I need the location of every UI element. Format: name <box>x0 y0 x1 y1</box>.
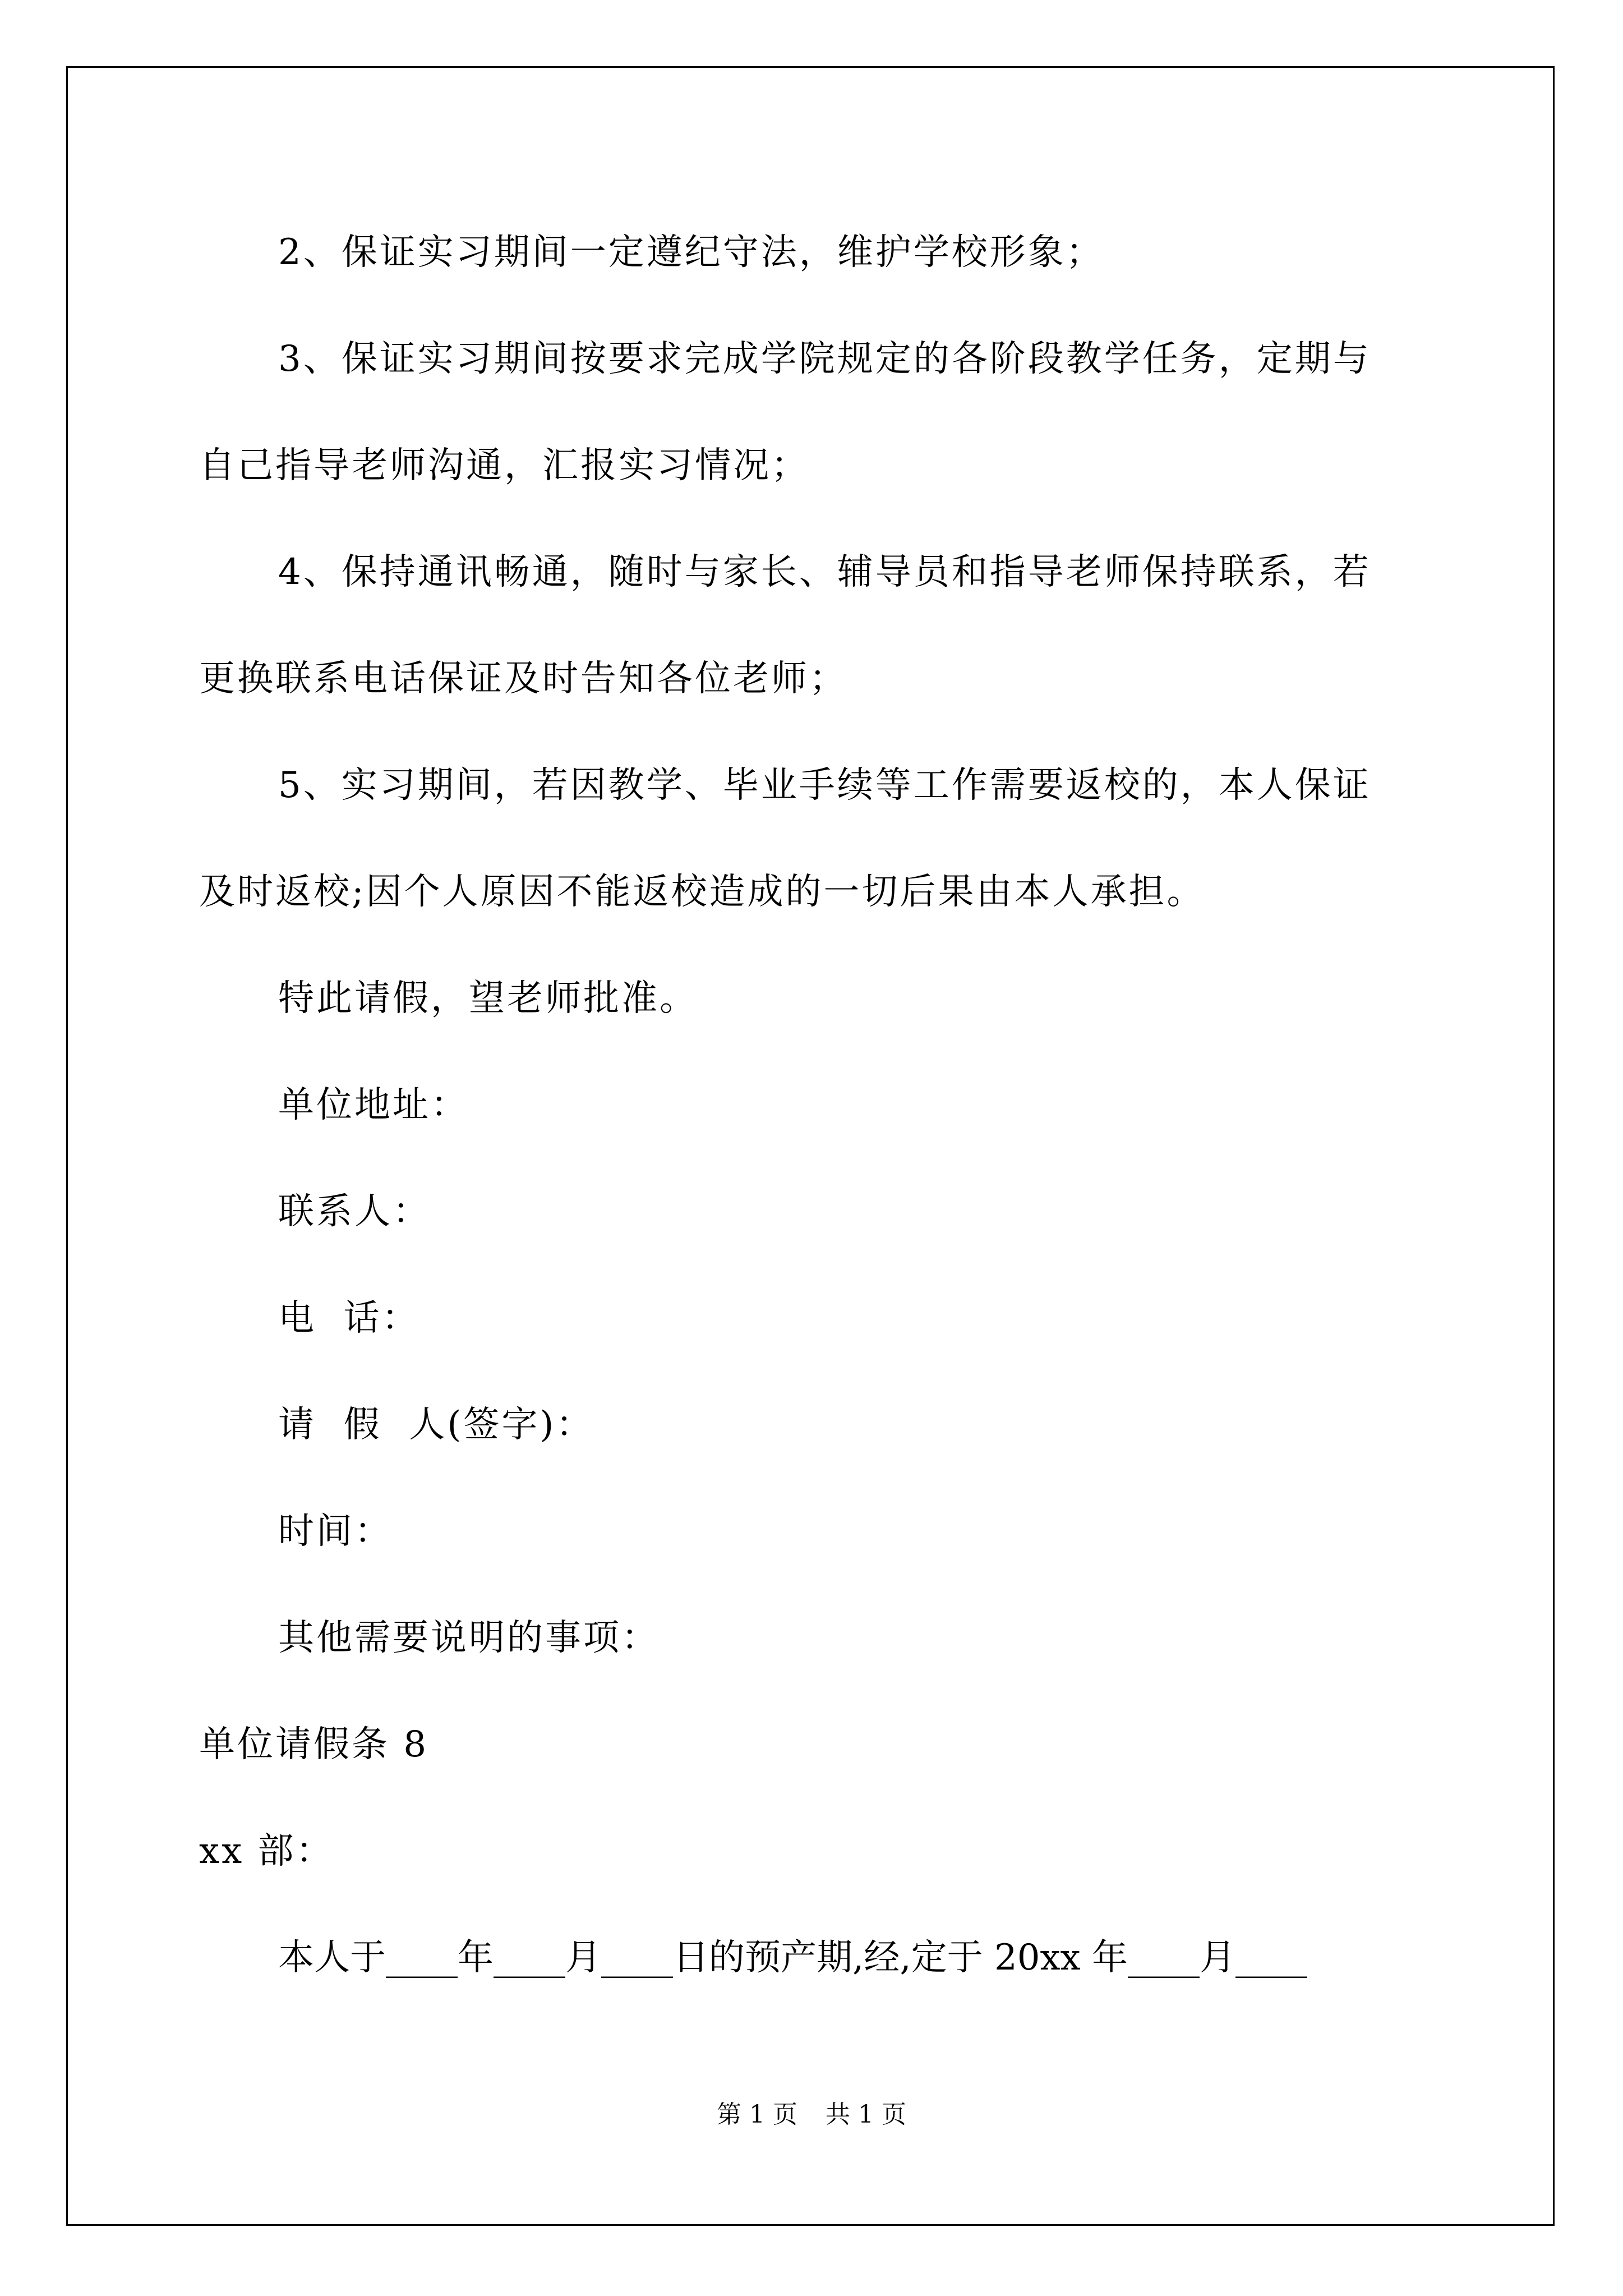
paragraph-line: 本人于____年____月____日的预产期,经,定于 20xx 年____月____ <box>278 1937 1307 1978</box>
contact-person-label: 联系人： <box>278 1191 431 1232</box>
paragraph-line: 自己指导老师沟通，汇报实习情况； <box>199 445 809 486</box>
salutation: xx 部： <box>199 1830 334 1872</box>
paragraph-line: 更换联系电话保证及时告知各位老师； <box>199 658 847 700</box>
time-label: 时间： <box>278 1511 393 1552</box>
applicant-signature-label: 请 假 人(签字)： <box>278 1404 594 1446</box>
unit-address-label: 单位地址： <box>278 1084 469 1126</box>
paragraph-line: 及时返校;因个人原因不能返校造成的一切后果由本人承担。 <box>199 871 1205 913</box>
other-matters-label: 其他需要说明的事项： <box>278 1617 660 1659</box>
paragraph-line: 2、保证实习期间一定遵纪守法，维护学校形象； <box>278 232 1104 273</box>
total-pages: 共 1 页 <box>826 2100 906 2129</box>
phone-label: 电 话： <box>278 1297 420 1339</box>
paragraph-line: 3、保证实习期间按要求完成学院规定的各阶段教学任务，定期与 <box>278 338 1371 380</box>
paragraph-line: 5、实习期间，若因教学、毕业手续等工作需要返校的，本人保证 <box>278 765 1371 806</box>
section-title: 单位请假条 8 <box>199 1724 429 1765</box>
page-border <box>66 66 1555 2226</box>
page-footer <box>0 2098 1623 2132</box>
page-number: 第 1 页 <box>717 2100 797 2129</box>
paragraph-line: 4、保持通讯畅通，随时与家长、辅导员和指导老师保持联系，若 <box>278 551 1371 593</box>
paragraph-line: 特此请假，望老师批准。 <box>278 978 698 1019</box>
